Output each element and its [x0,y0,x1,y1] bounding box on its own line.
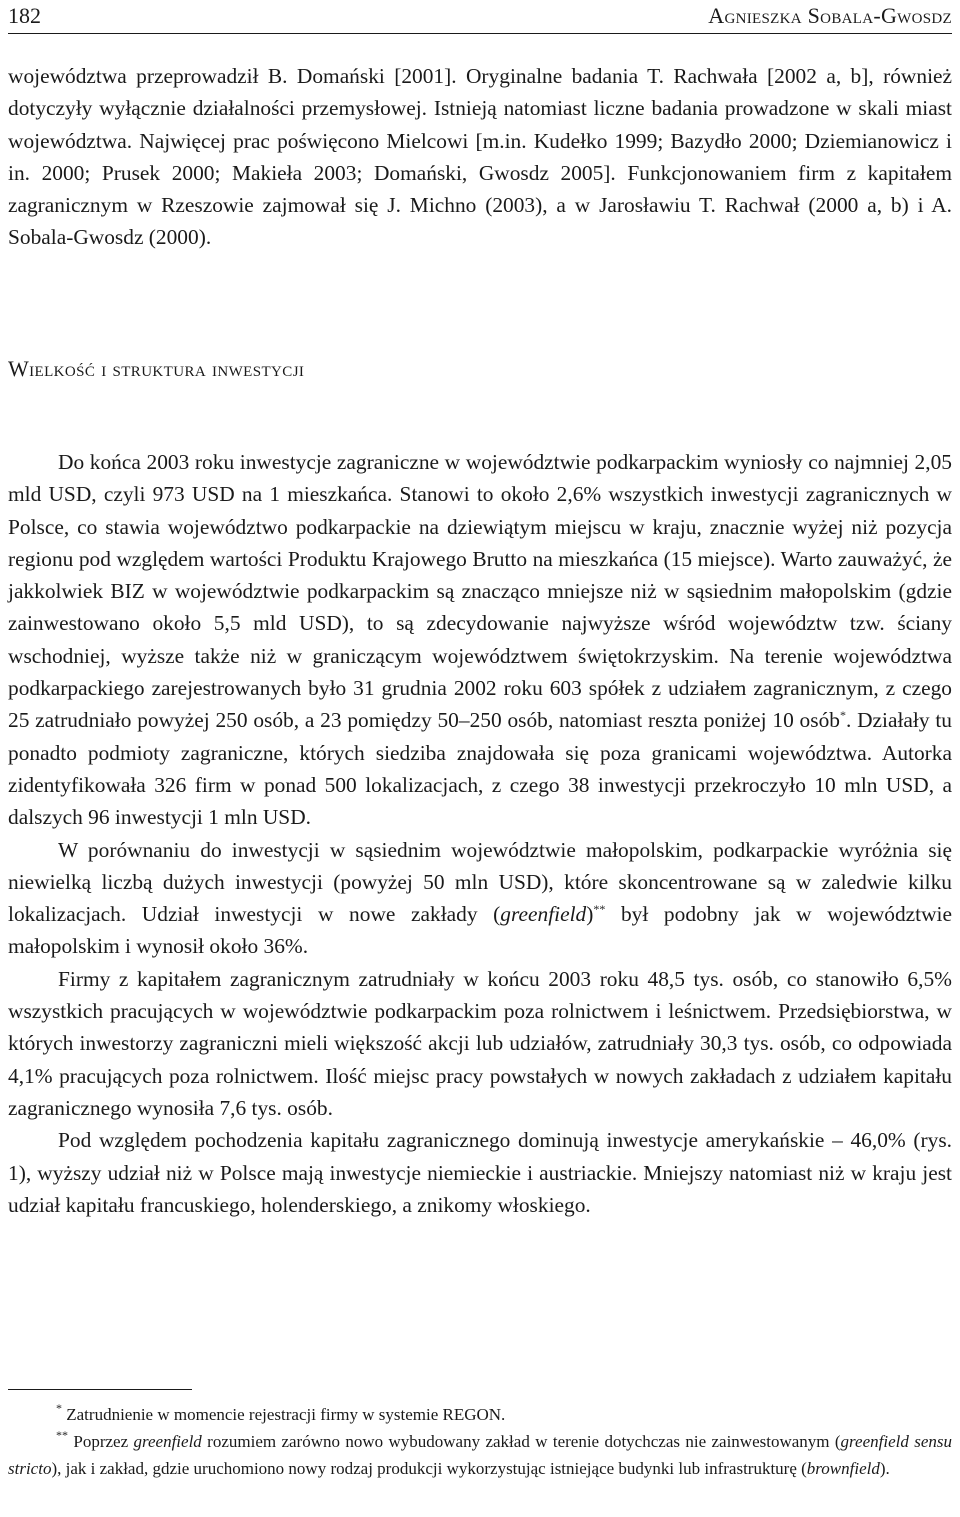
footnote-1-mark: * [56,1401,62,1415]
paragraph-3: Firmy z kapitałem zagranicznym zatrudniały w końcu 2003 roku 48,5 tys. osób, co stanowiło 6,5% wszystkich pracujących w województwie podkarpackim poza rolnictwem i leśnictwem. Przedsiębiorstwa, w których inwestorzy zagraniczni mieli większość akcji lub udziałów, zatrudniały 30,3 tys. osób, co odpowiada 4,1% pracujących poza rolnictwem. Ilość miejsc pracy powstałych w nowych zakładach z udziałem kapitału zagranicznego wynosiła 7,6 tys. osób. [8,966,952,1120]
footnote-2-term: greenfield [133,1432,202,1451]
intro-block [8,60,952,254]
footnote-2-text-c: ), jak i zakład, gdzie uruchomiono nowy rodzaj produkcji wykorzystując istniejące budynki lub infrastrukturę ( [51,1459,807,1478]
footnote-2-text: Poprzez [68,1432,134,1451]
header-rule [8,33,952,34]
footnotes [8,1401,952,1482]
paragraph-2 [8,834,952,963]
paragraph-2-paren: ) [586,902,594,927]
paragraph-2-text-cont: był podobny jak w województwie małopolskim i wynosił około 36%. [8,902,952,959]
footnote-rule [8,1389,192,1390]
term-greenfield: greenfield [500,902,587,927]
footnote-ref-2: ** [593,902,606,917]
intro-paragraph: województwa przeprowadził B. Domański [2001]. Oryginalne badania T. Rachwała [2002 a, b], również dotyczyły wyłącznie działalności przemysłowej. Istnieją natomiast liczne badania prowadzone w skali miast województwa. Najwięcej prac poświęcono Mielcowi [m.in. Kudełko 1999; Bazydło 2000; Dziemianowicz i in. 2000; Prusek 2000; Makieła 2003; Domański, Gwosdz 2005]. Funkcjonowaniem firm z kapitałem zagranicznym w Rzeszowie zajmował się J. Michno (2003), a w Jarosławiu T. Rachwał (2000 a, b) i A. Sobala-Gwosdz (2000). [8,64,952,250]
footnote-1 [8,1401,952,1428]
paragraph-1 [8,446,952,834]
footnote-ref-1: * [839,708,846,723]
paragraph-1-text: Do końca 2003 roku inwestycje zagraniczne w województwie podkarpackim wyniosły co najmniej 2,05 mld USD, czyli 973 USD na 1 mieszkańca. Stanowi to około 2,6% wszystkich inwestycji zagranicznych w Polsce, co stawia województwo podkarpackie na dziewiątym miejscu w kraju, znacznie wyżej niż pozycja regionu pod względem wartości Produktu Krajowego Brutto na mieszkańca (15 miejsce). Warto zauważyć, że jakkolwiek BIZ w województwie podkarpackim są znacząco mniejsze niż w sąsiednim małopolskim (gdzie zainwestowano około 5,5 mld USD), to są zdecydowanie najwyższe wśród województw tzw. ściany wschodniej, wyższe także niż w graniczącym województwem świętokrzyskim. Na terenie województwa podkarpackiego zarejestrowanych było 31 grudnia 2002 roku 603 spółek z udziałem zagranicznym, z czego 25 zatrudniało powyżej 250 osób, a 23 pomiędzy 50–250 osób, natomiast reszta poniżej 10 osób [8,450,952,733]
running-head: Agnieszka Sobala-Gwosdz [708,3,952,28]
paragraph-2-text: W porównaniu do inwestycji w sąsiednim województwie małopolskim, podkarpackie wyróżnia się niewielką liczbą dużych inwestycji (powyżej 50 mln USD), które skoncentrowane są w zaledwie kilku lokalizacjach. Udział inwestycji w nowe zakłady ( [8,837,952,927]
footnote-2 [8,1428,952,1482]
paragraph-4: Pod względem pochodzenia kapitału zagranicznego dominują inwestycje amerykańskie – 46,0% (rys. 1), wyższy udział niż w Polsce mają inwestycje niemieckie i austriackie. Mniejszy natomiast niż w kraju jest udział kapitału francuskiego, holenderskiego, a znikomy włoskiego. [8,1128,952,1217]
footnote-2-term-3: brownfield [806,1459,880,1478]
body-text [8,446,952,1221]
footnote-1-text: Zatrudnienie w momencie rejestracji firmy w systemie REGON. [62,1405,506,1424]
footnote-2-term-2: greenfield sensu stricto [8,1432,952,1478]
footnote-2-text-d: ). [879,1459,890,1478]
paragraph-1-text-cont: . Działały tu ponadto podmioty zagraniczne, których siedziba znajdowała się poza granicami województwa. Autorka zidentyfikowała 326 firm w ponad 500 lokalizacjach, z czego 38 inwestycji przekroczyło 10 mln USD, a dalszych 96 inwestycji 1 mln USD. [8,708,952,830]
footnote-2-mark: ** [56,1428,68,1442]
page-number: 182 [8,3,41,28]
footnote-2-text-b: rozumiem zarówno nowo wybudowany zakład w terenie dotychczas nie zainwestowanym ( [201,1432,841,1451]
page-header [8,0,952,32]
section-title: Wielkość i struktura inwestycji [8,356,305,381]
